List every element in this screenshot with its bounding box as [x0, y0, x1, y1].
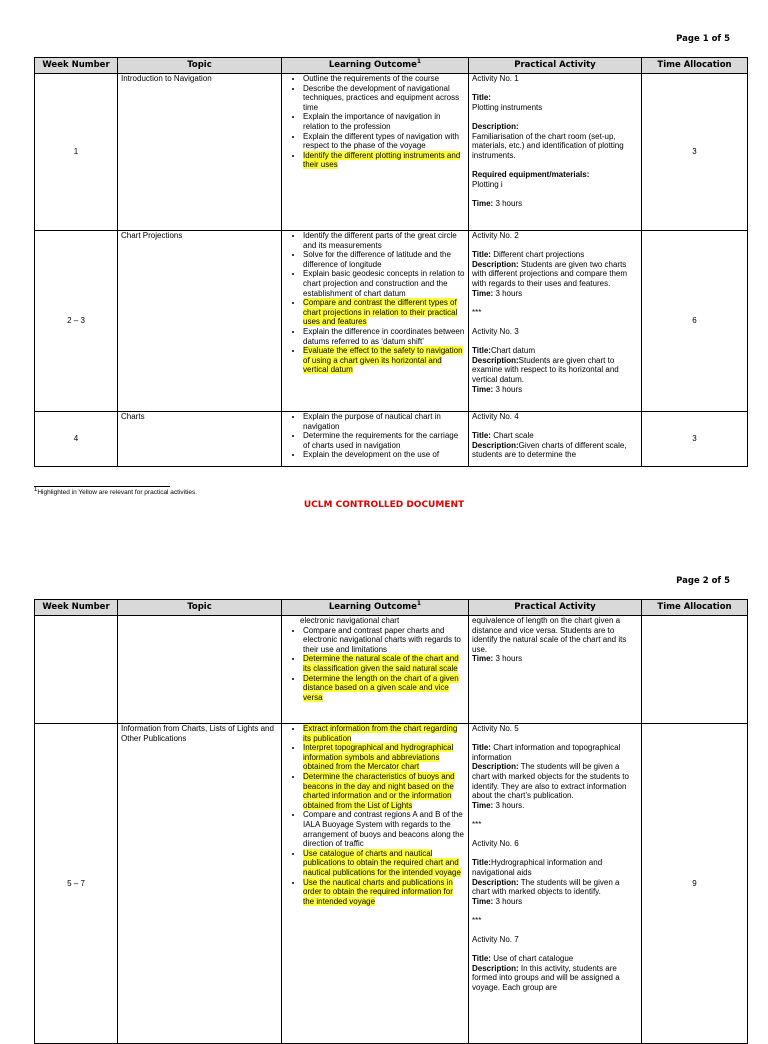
outcome-item-highlighted: • Use the nautical charts and publications in order to obtain the required information for the intended voyage [303, 878, 465, 907]
activity-number: Activity No. 6 [472, 839, 519, 849]
syllabus-table [34, 57, 748, 467]
outcome-item: • Compare and contrast paper charts and electronic navigational charts with regards to their use and limitations [303, 626, 465, 655]
activity-desc: Description: The students will be given a chart with marked objects for the students to identify. They are also to extract information about the chart’s publication. [472, 762, 629, 801]
header-time: Time Allocation [642, 58, 748, 74]
activity-cell [469, 616, 642, 724]
outcome-item-highlighted: • Identify the different plotting instruments and their uses [303, 151, 465, 170]
outcome-item-highlighted: • Determine the length on the chart of a given distance based on a given scale and vice versa [303, 674, 465, 703]
outcome-item: • Solve for the difference of latitude and the difference of longitude [303, 250, 465, 269]
activity-time: Time: 3 hours. [472, 800, 525, 810]
activity-number: Activity No. 3 [472, 326, 519, 336]
outcome-item: • Explain the difference in coordinates between datums referred to as ‘datum shift’ [303, 327, 465, 346]
outcome-item: • Compare and contrast regions A and B of the IALA Buoyage System with regards to the arrangement of buoys and beacons along the direction of traffic [303, 810, 465, 848]
header-outcome: Learning Outcome$^1$ [282, 58, 469, 74]
activity-desc: Description:Students are given chart to examine with respect to its horizontal and vertical datum. [472, 355, 619, 384]
activity-desc-label: Description: [472, 121, 519, 131]
outcome-item-highlighted: • Determine the natural scale of the chart and its classification given the said natural scale [303, 654, 465, 673]
page-1 [0, 0, 768, 520]
activity-time: Time: 3 hours [472, 384, 523, 394]
outcome-item: • Identify the different parts of the great circle and its measurements [303, 231, 465, 250]
table-row [35, 724, 748, 1044]
activity-time: Time: 3 hours [472, 896, 523, 906]
outcome-item: • Determine the requirements for the carriage of charts used in navigation [303, 431, 465, 450]
outcome-cell [282, 412, 469, 467]
activity-title: Title: Use of chart catalogue [472, 954, 574, 964]
activity-title: Title:Hydrographical information and navigational aids [472, 858, 603, 877]
footnote-divider [34, 486, 170, 487]
activity-title: Title:Chart datum [472, 346, 535, 356]
controlled-document-label: UCLM CONTROLLED DOCUMENT [303, 500, 465, 510]
week-cell: 5 – 7 [35, 724, 118, 1044]
outcome-cell [282, 724, 469, 1044]
outcome-cell [282, 231, 469, 412]
outcome-item: • Outline the requirements of the course [303, 74, 465, 84]
activity-desc: Description: In this activity, students are formed into groups and will be assigned a voyage. Each group are [472, 963, 620, 993]
activity-time: Time: 3 hours [472, 198, 523, 208]
activity-cell [469, 231, 642, 412]
activity-time: Time: 3 hours [472, 654, 523, 664]
activity-desc: Description: Students are given two charts with different projections and compare them with regards to their uses and features. [472, 259, 628, 288]
footnote: $^1$Highlighted in Yellow are relevant for practical activities. [34, 486, 198, 496]
outcome-item: • Explain the importance of navigation in relation to the profession [303, 112, 465, 131]
table-header-row [35, 600, 748, 616]
week-cell [35, 616, 118, 724]
activity-number: Activity No. 5 [472, 724, 519, 733]
activity-title: Title: Different chart projections [472, 250, 585, 260]
table-row [35, 616, 748, 724]
header-activity: Practical Activity [469, 58, 642, 74]
outcome-item: • Explain the different types of navigation with respect to the phase of the voyage [303, 132, 465, 151]
week-cell: 1 [35, 74, 118, 231]
syllabus-table [34, 599, 748, 1044]
time-cell: 3 [642, 412, 748, 467]
outcome-item: • Explain the development on the use of [303, 450, 465, 460]
table-row [35, 74, 748, 231]
activity-title: Plotting instruments [472, 102, 543, 112]
outcome-item-highlighted: • Evaluate the effect to the safety to navigation of using a chart given its horizontal and vertical datum [303, 346, 465, 375]
activity-title-label: Title: [472, 93, 491, 103]
outcome-item-highlighted: • Determine the characteristics of buoys and beacons in the day and night based on the charted information and or the information obtained from the List of Lights [303, 772, 465, 810]
header-activity: Practical Activity [469, 600, 642, 616]
activity-desc: Description:Given charts of different scale, students are to determine the [472, 440, 627, 460]
activity-desc: Familiarisation of the chart room (set-up, materials, etc.) and identification of plotting instruments. [472, 131, 624, 160]
header-topic: Topic [118, 600, 282, 616]
activity-title: Title: Chart scale [472, 431, 534, 441]
time-cell [642, 616, 748, 724]
activity-desc: Description: The students will be given a chart with marked objects to identify. [472, 877, 620, 897]
activity-separator: *** [472, 915, 482, 925]
outcome-continuation: electronic navigational chart [300, 616, 400, 625]
table-header-row [35, 58, 748, 74]
header-week: Week Number [35, 600, 118, 616]
outcome-item: • Describe the development of navigational techniques, practices and equipment across time [303, 84, 465, 113]
activity-number: Activity No. 2 [472, 231, 519, 240]
time-cell: 9 [642, 724, 748, 1044]
activity-number: Activity No. 7 [472, 935, 519, 945]
activity-cell [469, 412, 642, 467]
outcome-item: • Explain basic geodesic concepts in relation to chart projection and construction and the establishment of chart datum [303, 269, 465, 298]
topic-cell: Chart Projections [118, 231, 282, 412]
table-row [35, 412, 748, 467]
activity-req: Plotting i [472, 179, 503, 189]
time-cell: 6 [642, 231, 748, 412]
page-2 [0, 520, 768, 1024]
header-topic: Topic [118, 58, 282, 74]
activity-separator: *** [472, 307, 482, 317]
outcome-cell [282, 74, 469, 231]
topic-cell: Charts [118, 412, 282, 467]
page-number: Page 2 of 5 [676, 576, 730, 586]
week-cell: 2 – 3 [35, 231, 118, 412]
page-number: Page 1 of 5 [676, 34, 730, 44]
time-cell: 3 [642, 74, 748, 231]
topic-cell: Information from Charts, Lists of Lights and Other Publications [118, 724, 282, 1044]
outcome-item-highlighted: • Extract information from the chart regarding its publication [303, 724, 465, 743]
outcome-item-highlighted: • Use catalogue of charts and nautical publications to obtain the required chart and nautical publications for the intended voyage [303, 849, 465, 878]
outcome-item: • Explain the purpose of nautical chart in navigation [303, 412, 465, 431]
header-time: Time Allocation [642, 600, 748, 616]
header-outcome: Learning Outcome$^1$ [282, 600, 469, 616]
activity-cell [469, 724, 642, 1044]
activity-separator: *** [472, 819, 482, 829]
outcome-item-highlighted: • Interpret topographical and hydrographical information symbols and abbreviations obtained from the Mercator chart [303, 743, 465, 772]
week-cell: 4 [35, 412, 118, 467]
topic-cell [118, 616, 282, 724]
outcome-item-highlighted: • Compare and contrast the different types of chart projections in relation to their practical uses and features [303, 298, 465, 327]
activity-desc: equivalence of length on the chart given a distance and vice versa. Students are to identify the natural scale of the chart and its use. [472, 616, 627, 654]
activity-title: Title: Chart information and topographical information [472, 743, 621, 762]
outcome-cell [282, 616, 469, 724]
activity-time: Time: 3 hours [472, 288, 523, 298]
activity-number: Activity No. 4 [472, 412, 519, 421]
activity-req-label: Required equipment/materials: [472, 169, 590, 179]
table-row [35, 231, 748, 412]
header-week: Week Number [35, 58, 118, 74]
activity-cell [469, 74, 642, 231]
topic-cell: Introduction to Navigation [118, 74, 282, 231]
activity-number: Activity No. 1 [472, 74, 519, 83]
